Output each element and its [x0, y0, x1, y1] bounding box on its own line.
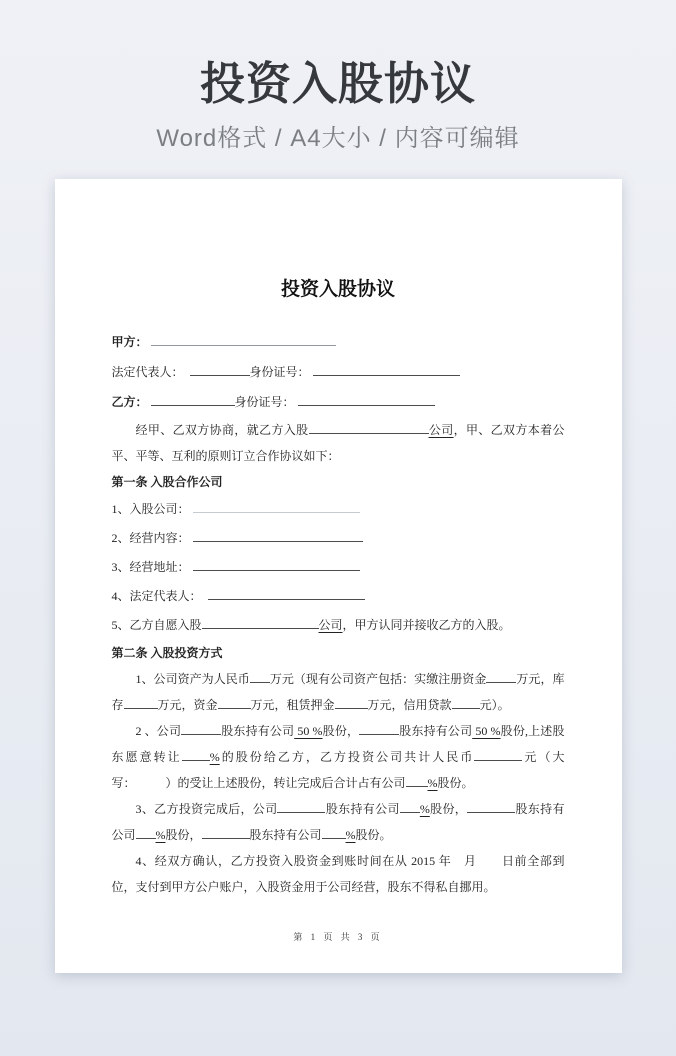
paragraph: [112, 718, 565, 796]
text-run: %: [427, 775, 438, 790]
text-run: 2、经营内容：: [111, 530, 190, 545]
document-title: 投资入股协议: [280, 278, 395, 300]
blank-line: [193, 528, 363, 542]
paragraph: [112, 495, 565, 524]
text-run: 3、经营地址：: [111, 559, 190, 574]
text-run: 股份。: [355, 827, 392, 842]
text-run: 万元（现有公司资产包括：实缴注册资金: [269, 671, 487, 686]
paragraph: [112, 582, 565, 611]
blank-line: [124, 695, 158, 709]
text-run: 公司: [318, 617, 343, 632]
blank-line: [277, 799, 325, 813]
text-run: 股份，: [165, 827, 202, 842]
blank-line: [151, 392, 235, 406]
paragraph: [112, 553, 565, 582]
text-run: 50 %: [472, 723, 501, 738]
text-run: 50 %: [294, 723, 323, 738]
text-run: 法定代表人：: [111, 364, 178, 379]
text-run: 4、法定代表人：: [111, 588, 196, 603]
text-run: ，甲、乙双方本着公平、平等、互利的原则订立合作协议如下：: [111, 422, 565, 463]
banner: [0, 0, 676, 153]
text-run: ，甲方认同并接收乙方的入股。: [342, 617, 511, 632]
text-run: 5、乙方自愿入股: [111, 617, 202, 632]
text-run: 3、乙方投资完成后，公司: [135, 801, 278, 816]
text-run: %: [155, 827, 166, 842]
text-run: 公司: [428, 422, 454, 437]
blank-line: [452, 695, 480, 709]
text-run: %: [419, 801, 430, 816]
blank-line: [474, 747, 522, 761]
text-run: %: [209, 749, 220, 764]
text-run: %: [345, 827, 356, 842]
text-run: 元）。: [479, 697, 510, 712]
blank-line: [208, 586, 365, 600]
text-run: [196, 589, 208, 603]
paragraph: [112, 666, 565, 718]
section-heading: [112, 469, 565, 495]
document-page: [55, 179, 622, 973]
text-run: 甲方：: [111, 334, 148, 349]
text-run: 股东持有公司: [399, 723, 473, 738]
paragraph: [112, 611, 565, 640]
blank-line: [298, 392, 435, 406]
paragraph: [112, 796, 565, 848]
blank-line: [190, 362, 250, 376]
blank-line: [359, 721, 399, 735]
text-run: [178, 365, 190, 379]
text-run: 股东持有公司: [221, 723, 295, 738]
text-run: 股份，: [429, 801, 468, 816]
text-run: 2 、公司: [135, 723, 182, 738]
paragraph: [112, 327, 565, 357]
text-run: 第一条 入股合作公司: [111, 474, 223, 489]
blank-line: [202, 615, 319, 629]
blank-line: [322, 825, 346, 839]
page-number: 第 1 页 共 3 页: [293, 931, 383, 942]
blank-line: [309, 420, 429, 434]
text-run: 股东持有公司: [111, 801, 565, 842]
blank-line: [250, 669, 270, 683]
text-run: 4、经双方确认，乙方投资入股资金到账时间在从 2015 年 月 日前全部到位，支付到甲方公户账户，入股资金用于公司经营，股东不得私自挪用。: [111, 853, 565, 894]
blank-line: [181, 721, 221, 735]
paragraph: [112, 524, 565, 553]
text-run: 万元，信用贷款: [367, 697, 452, 712]
text-run: 万元，租赁押金: [250, 697, 335, 712]
banner-title: 投资入股协议: [199, 58, 476, 109]
text-run: 经甲、乙双方协商，就乙方入股: [135, 422, 309, 437]
text-run: 万元，资金: [157, 697, 218, 712]
paragraph: [112, 417, 565, 469]
paragraph: [112, 848, 565, 900]
blank-line: [202, 825, 250, 839]
blank-line: [182, 747, 210, 761]
banner-subtitle: Word格式 / A4大小 / 内容可编辑: [156, 124, 520, 152]
text-run: 身份证号：: [234, 394, 295, 409]
blank-line: [193, 557, 360, 571]
text-run: 股份,上述股东愿意转让: [111, 723, 565, 764]
blank-line: [406, 773, 428, 787]
text-run: 第二条 入股投资方式: [111, 645, 223, 660]
text-run: 1、公司资产为人民币: [135, 671, 250, 686]
text-run: 1、入股公司：: [111, 501, 190, 516]
blank-line: [313, 362, 460, 376]
blank-line: [136, 825, 156, 839]
blank-line: [151, 332, 336, 346]
blank-line: [218, 695, 251, 709]
text-run: 万元，库存: [111, 671, 565, 712]
document-body: [112, 327, 565, 900]
text-run: 乙方：: [111, 394, 148, 409]
text-run: 股东持有公司: [325, 801, 400, 816]
paragraph: [112, 357, 565, 387]
blank-line: [467, 799, 515, 813]
blank-line: [193, 499, 360, 513]
blank-line: [400, 799, 420, 813]
text-run: 身份证号：: [249, 364, 310, 379]
text-run: 股东持有公司: [249, 827, 322, 842]
blank-line: [335, 695, 368, 709]
text-run: 的股份给乙方，乙方投资公司共计人民币: [219, 749, 475, 764]
page-wrap: [0, 179, 676, 973]
text-run: 股份，: [322, 723, 360, 738]
text-run: 股份。: [437, 775, 474, 790]
paragraph: [112, 387, 565, 417]
text-run: 元（大写： ）的受让上述股份，转让完成后合计占有公司: [111, 749, 565, 790]
section-heading: [112, 640, 565, 666]
blank-line: [486, 669, 516, 683]
